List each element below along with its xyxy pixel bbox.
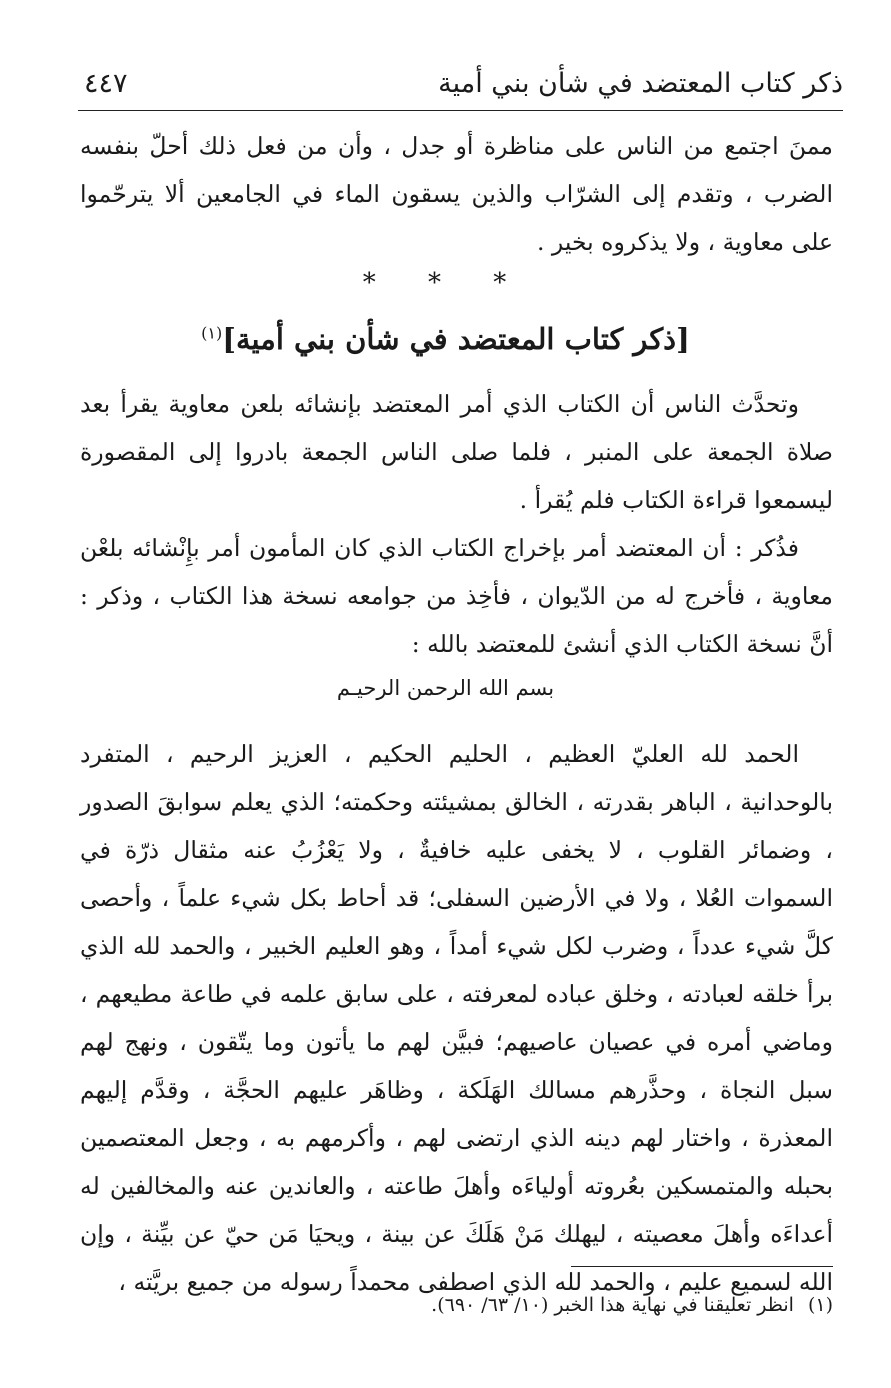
intro-paragraph: ممنَ اجتمع من الناس على مناظرة أو جدل ، وأن من فعل ذلك أحلّ بنفسه الضرب ، وتقدم إلى الشرّاب والذين يسقون الماء في الجامعين ألا يترحّموا على معاوية ، ولا يذكروه بخير .: [80, 132, 833, 256]
running-title: ذكر كتاب المعتضد في شأن بني أمية: [438, 68, 843, 99]
chapter-title: [ذكر كتاب المعتضد في شأن بني أمية]: [222, 322, 690, 356]
letter-block: [80, 730, 833, 1306]
page-number: ٤٤٧: [84, 68, 128, 99]
footnote: [80, 1290, 833, 1320]
running-header: [78, 66, 843, 111]
narrative-paragraph: وتحدَّث الناس أن الكتاب الذي أمر المعتضد بإنشائه بلعن معاوية يقرأ بعد صلاة الجمعة على المنبر ، فلما صلى الناس الجمعة بادروا إلى المقصورة ليسمعوا قراءة الكتاب فلم يُقرأ .: [80, 390, 833, 514]
basmala: بسم الله الرحمن الرحيـم: [336, 676, 555, 700]
chapter-footnote-ref: (١): [201, 323, 223, 343]
footnote-marker: (١): [807, 1294, 833, 1316]
footnote-divider: [571, 1266, 833, 1267]
chapter-heading: [0, 322, 891, 356]
intro-paragraph-block: [80, 122, 833, 266]
footnote-text: انظر تعليقنا في نهاية هذا الخبر (١٠/ ٦٣/ ٦٩٠).: [431, 1294, 794, 1316]
narrative-paragraph: فذُكر : أن المعتضد أمر بإخراج الكتاب الذي كان المأمون أمر بإِنْشائه بلعْن معاوية ، فأخرج له من الدّيوان ، فأخِذ من جوامعه نسخة هذا الكتاب ، وذكر : أنَّ نسخة الكتاب الذي أنشئ للمعتضد بالله :: [80, 534, 833, 658]
narrative-block: [80, 380, 833, 668]
letter-paragraph: الحمد لله العليّ العظيم ، الحليم الحكيم ، العزيز الرحيم ، المتفرد بالوحدانية ، الباهر بقدرته ، الخالق بمشيئته وحكمته؛ الذي يعلم سوابقَ الصدور ، وضمائر القلوب ، لا يخفى عليه خافيةٌ ، ولا يَعْزُبُ عنه مثقال ذرّة في السموات العُلا ، ولا في الأرضين السفلى؛ قد أحاط بكل شيء علماً ، وأحصى كلَّ شيء عدداً ، وضرب لكل شيء أمداً ، وهو العليم الخبير ، والحمد لله الذي برأ خلقه لعبادته ، وخلق عباده لمعرفته ، على سابق علمه في طاعة مطيعهم ، وماضي أمره في عصيان عاصيهم؛ فبيَّن لهم ما يأتون وما يتّقون ، ونهج لهم سبل النجاة ، وحذَّرهم مسالك الهَلَكة ، وظاهَر عليهم الحجَّة ، وقدَّم إليهم المعذرة ، واختار لهم دينه الذي ارتضى لهم ، وأكرمهم به ، وجعل المعتصمين بحبله والمتمسكين بعُروته أولياءَه وأهلَ طاعته ، والعاندين عنه والمخالفين له أعداءَه وأهلَ معصيته ، ليهلك مَنْ هَلَكَ عن بينة ، ويحيَا مَن حيّ عن بيِّنة ، وإن الله لسميع عليم ، والحمد لله الذي اصطفى محمداً رسوله من جميع بريَّته ،: [80, 740, 833, 1296]
section-separator: * * *: [362, 268, 529, 298]
